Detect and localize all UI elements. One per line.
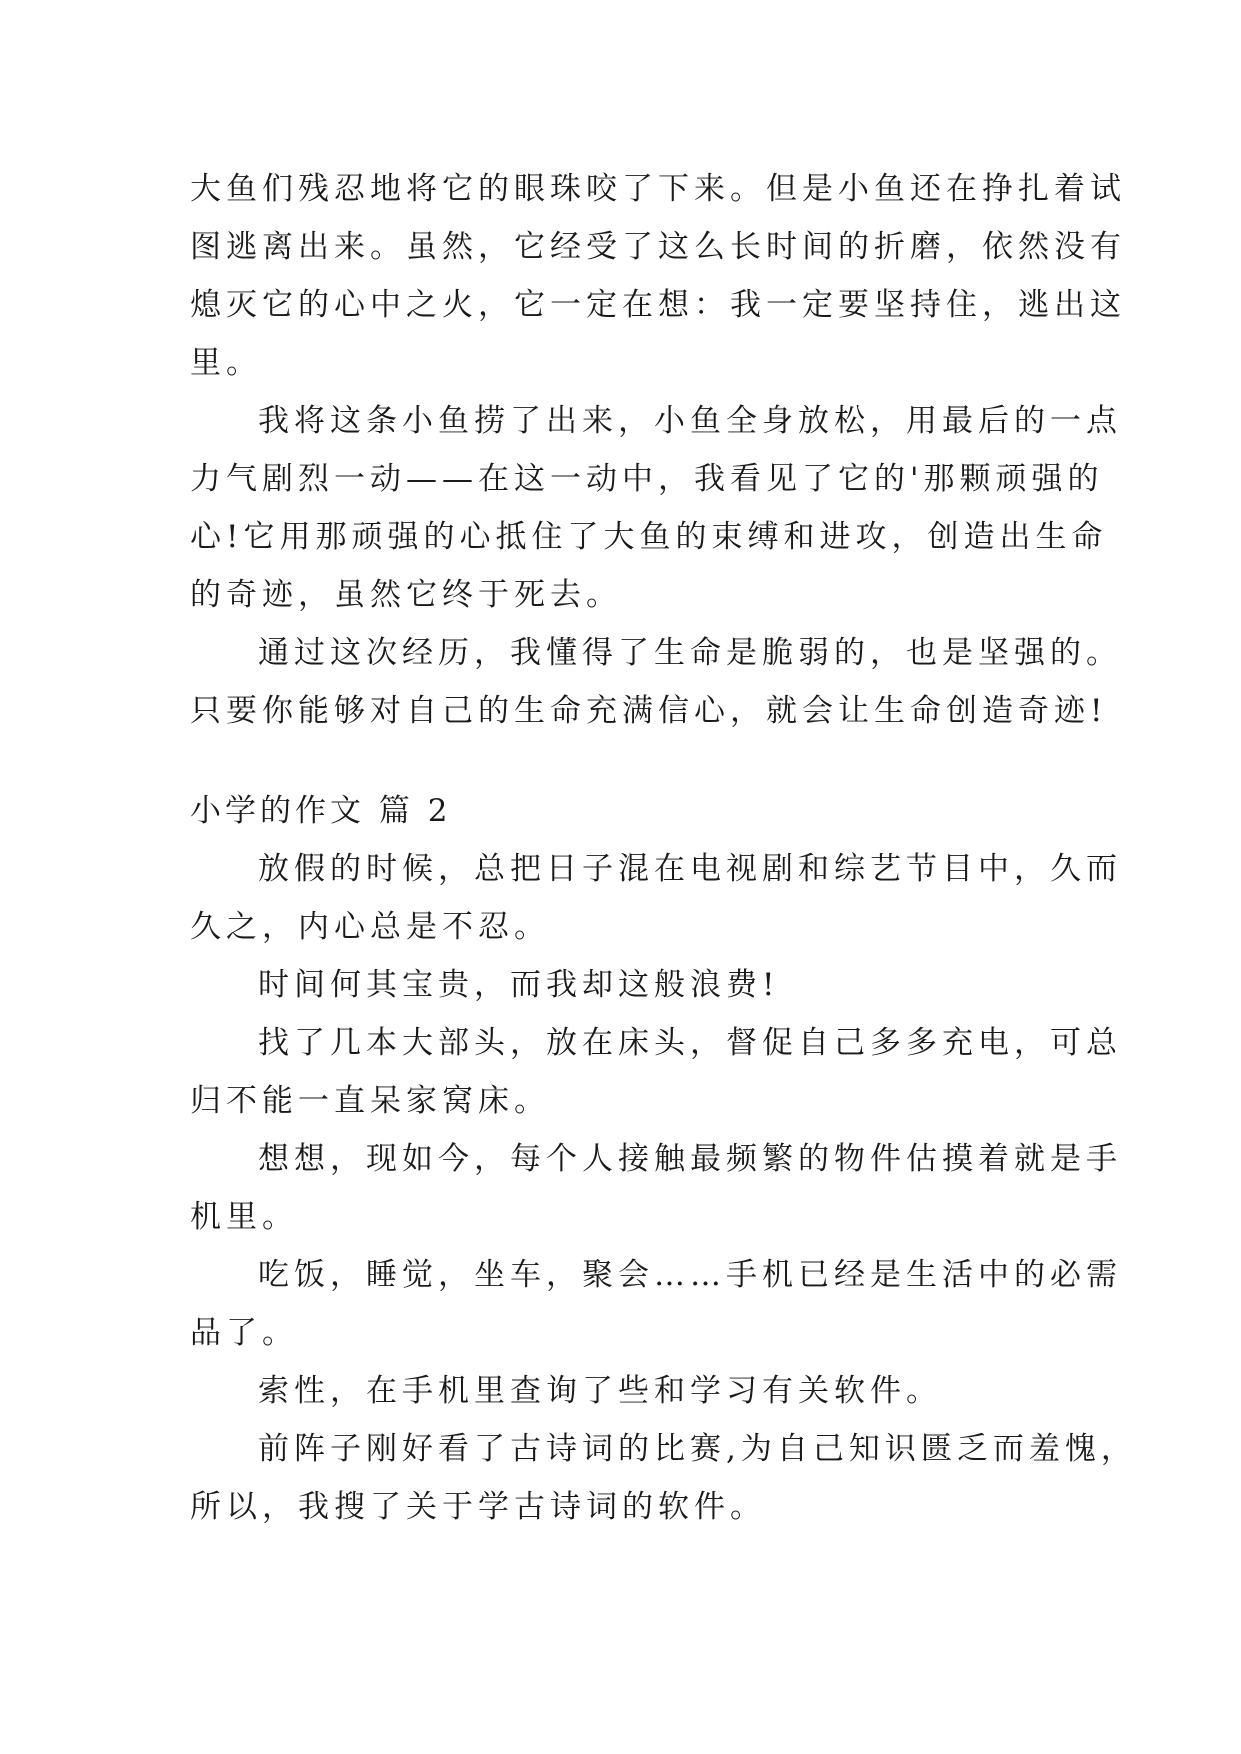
text-line: 心!它用那顽强的心抵住了大鱼的束缚和进攻，创造出生命 (190, 519, 1108, 555)
text-line: 力气剧烈一动——在这一动中，我看见了它的'那颗顽强的 (190, 461, 1104, 497)
document-body (190, 160, 1137, 1536)
text-line: 大鱼们残忍地将它的眼珠咬了下来。但是小鱼还在挣扎着试 (190, 171, 1126, 207)
text-line: 放假的时候，总把日子混在电视剧和综艺节目中，久而 (258, 851, 1122, 887)
text-line: 图逃离出来。虽然，它经受了这么长时间的折磨，依然没有 (190, 229, 1126, 265)
text-line: 熄灭它的心中之火，它一定在想：我一定要坚持住，逃出这 (190, 287, 1126, 323)
text-line: 品了。 (190, 1315, 298, 1351)
text-line: 只要你能够对自己的生命充满信心，就会让生命创造奇迹! (190, 693, 1108, 729)
text-line: 通过这次经历，我懂得了生命是脆弱的，也是坚强的。 (258, 635, 1122, 671)
text-line: 想想，现如今，每个人接触最频繁的物件估摸着就是手 (258, 1141, 1122, 1177)
text-line: 久之，内心总是不忍。 (190, 909, 550, 945)
text-line: 我将这条小鱼捞了出来，小鱼全身放松，用最后的一点 (258, 403, 1122, 439)
text-line: 里。 (190, 345, 262, 381)
text-line: 所以，我搜了关于学古诗词的软件。 (190, 1489, 766, 1525)
text-line: 时间何其宝贵，而我却这般浪费! (258, 967, 780, 1003)
text-line: 索性，在手机里查询了些和学习有关软件。 (258, 1373, 942, 1409)
text-line: 的奇迹，虽然它终于死去。 (190, 577, 622, 613)
text-line: 机里。 (190, 1199, 298, 1235)
text-line: 归不能一直呆家窝床。 (190, 1083, 550, 1119)
text-line: 吃饭，睡觉，坐车，聚会……手机已经是生活中的必需 (258, 1257, 1122, 1293)
text-line: 前阵子刚好看了古诗词的比赛,为自己知识匮乏而羞愧， (258, 1431, 1137, 1467)
text-line: 找了几本大部头，放在床头，督促自己多多充电，可总 (258, 1025, 1122, 1061)
section-heading: 小学的作文 篇 2 (190, 793, 452, 829)
